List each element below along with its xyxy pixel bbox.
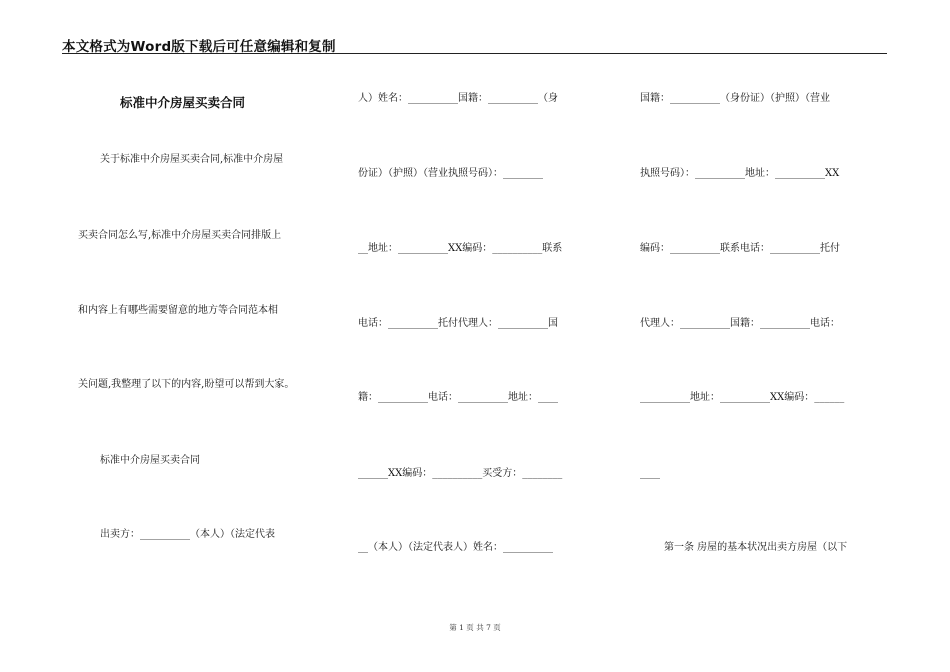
paragraph-line: 和内容上有哪些需要留意的地方等合同范本相 — [78, 305, 278, 316]
column-1 — [0, 0, 350, 672]
paragraph-line: ______XX编码：__________买受方：________ — [358, 468, 563, 479]
document-header: 本文格式为Word版下载后可任意编辑和复制 — [62, 39, 336, 55]
paragraph-line: __地址：__________XX编码：__________联系 — [358, 243, 563, 254]
column-2 — [350, 0, 640, 672]
paragraph-line: 关问题,我整理了以下的内容,盼望可以帮到大家。 — [78, 379, 295, 390]
paragraph-line: 第一条 房屋的基本状况出卖方房屋（以下 — [664, 542, 848, 553]
paragraph-line: 籍：__________电话：__________地址：____ — [358, 392, 558, 403]
paragraph-line: __________地址：__________XX编码：______ — [640, 392, 845, 403]
document-title: 标准中介房屋买卖合同 — [120, 95, 246, 110]
page-footer: 第 1 页 共 7 页 — [449, 623, 501, 632]
paragraph-line: 电话：__________托付代理人：__________国 — [358, 318, 558, 329]
paragraph-line: __（本人）（法定代表人）姓名：__________ — [358, 542, 553, 553]
paragraph-line: 出卖方：__________（本人）（法定代表 — [100, 529, 275, 540]
paragraph-line: 执照号码）：__________地址：__________XX — [640, 168, 840, 179]
column-3 — [640, 0, 950, 672]
paragraph-line: 份证）（护照）（营业执照号码）：________ — [358, 168, 543, 179]
paragraph-line: 代理人：__________国籍：__________电话： — [640, 318, 840, 329]
paragraph-line: 国籍：__________（身份证）（护照）（营业 — [640, 93, 830, 104]
paragraph-line: 标准中介房屋买卖合同 — [100, 455, 200, 466]
paragraph-line: ____ — [640, 468, 660, 479]
paragraph-line: 关于标准中介房屋买卖合同,标准中介房屋 — [100, 154, 284, 165]
paragraph-line: 买卖合同怎么写,标准中介房屋买卖合同排版上 — [78, 230, 282, 241]
paragraph-line: 人）姓名：__________国籍：__________（身 — [358, 93, 558, 104]
paragraph-line: 编码：__________联系电话：__________托付 — [640, 243, 840, 254]
